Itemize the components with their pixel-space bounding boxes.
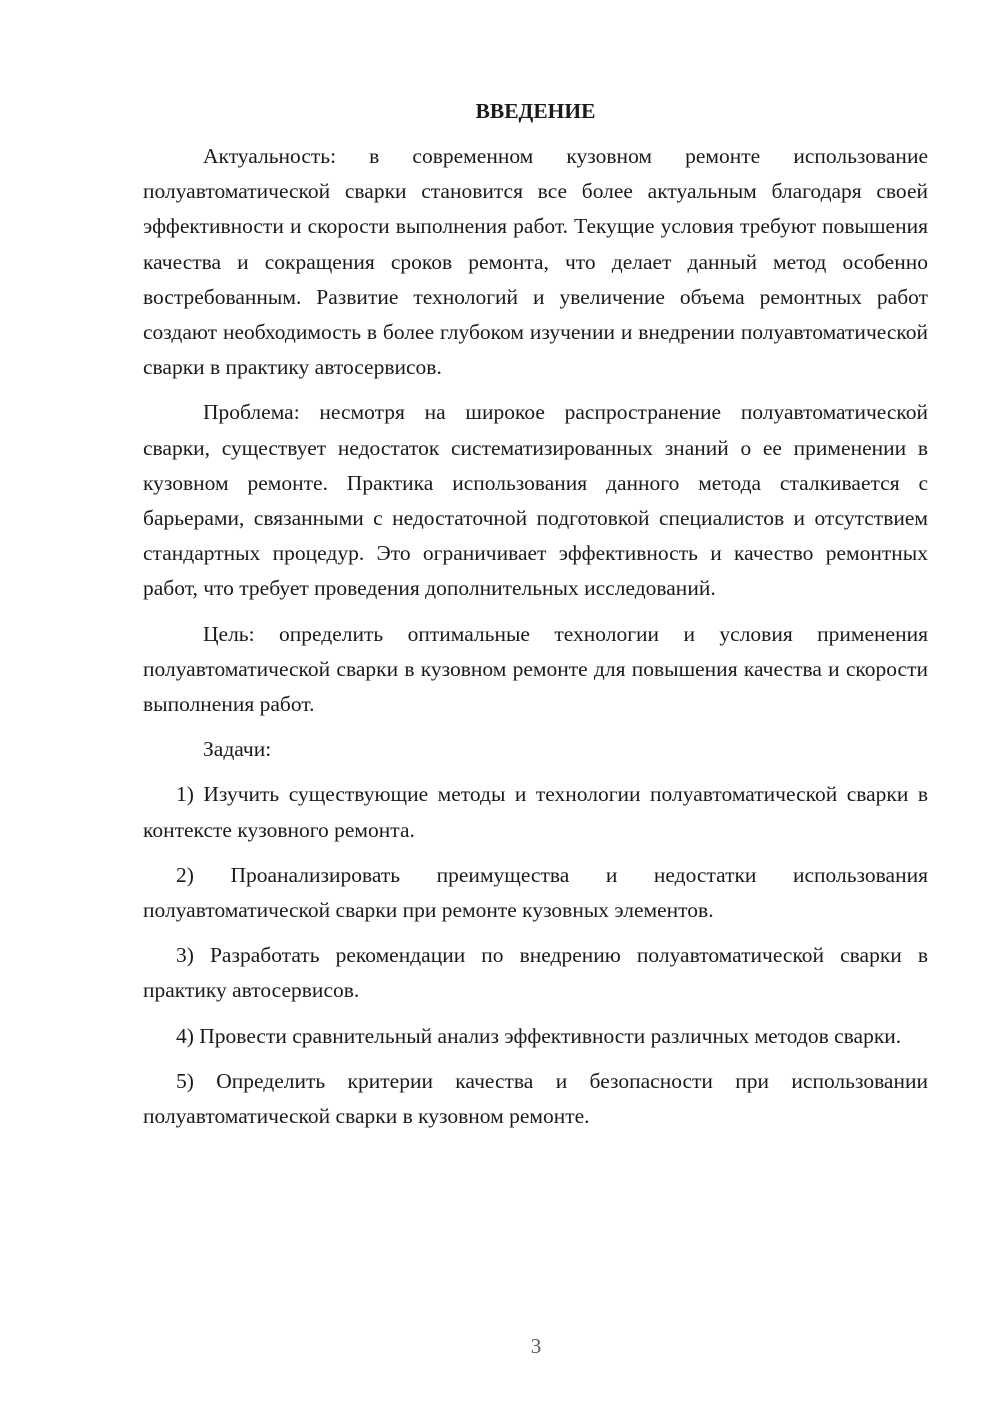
task-item-3: 3) Разработать рекомендации по внедрению полуавтоматической сварки в практику автосервисов.	[143, 943, 928, 1003]
task-item-4: 4) Провести сравнительный анализ эффективности различных методов сварки.	[176, 1023, 902, 1048]
task-item-1: 1) Изучить существующие методы и технологии полуавтоматической сварки в контексте кузовного ремонта.	[143, 782, 928, 842]
tasks-label: Задачи:	[203, 737, 272, 762]
section-heading: ВВЕДЕНИЕ	[475, 99, 596, 123]
task-item-5: 5) Определить критерии качества и безопасности при использовании полуавтоматической сварки в кузовном ремонте.	[143, 1068, 928, 1129]
relevance-paragraph: Актуальность: в современном кузовном ремонте использование полуавтоматической сварки становится все более актуальным благодаря своей эффективности и скорости выполнения работ. Текущие условия требуют повышения качества и сокращения сроков ремонта, что делает данный метод особенно востребованным. Развитие технологий и увеличение объема ремонтных работ создают необходимость в более глубоком изучении и внедрении полуавтоматической сварки в практику автосервисов.	[143, 144, 928, 380]
page-number: 3	[530, 1334, 542, 1358]
problem-paragraph: Проблема: несмотря на широкое распространение полуавтоматической сварки, существует недостаток систематизированных знаний о ее применении в кузовном ремонте. Практика использования данного метода сталкивается с барьерами, связанными с недостаточной подготовкой специалистов и отсутствием стандартных процедур. Это ограничивает эффективность и качество ремонтных работ, что требует проведения дополнительных исследований.	[143, 400, 928, 601]
task-item-2: 2) Проанализировать преимущества и недостатки использования полуавтоматической сварки при ремонте кузовных элементов.	[143, 862, 928, 923]
document-body	[143, 96, 928, 1134]
goal-paragraph: Цель: определить оптимальные технологии и условия применения полуавтоматической сварки в кузовном ремонте для повышения качества и скорости выполнения работ.	[143, 621, 928, 717]
